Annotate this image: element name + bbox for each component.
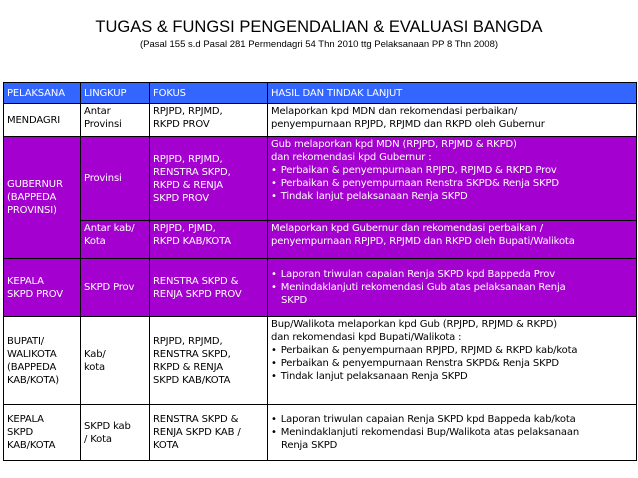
cell-lingkup — [81, 221, 150, 259]
table-row — [4, 405, 637, 461]
bullet-item: • Perbaikan & penyempurnaan RPJPD, RPJMD & RKPD kab/kota — [271, 344, 633, 357]
cell-line: KAB/KOTA) — [7, 374, 60, 386]
cell-lingkup — [81, 405, 150, 461]
cell-line: RKPD & RENJA — [153, 179, 223, 191]
cell-line: WALIKOTA — [7, 348, 57, 360]
header-fokus: FOKUS — [150, 83, 268, 104]
cell-line: SKPD PROV — [7, 288, 63, 300]
tugas-fungsi-table — [3, 82, 637, 461]
table-row — [4, 104, 637, 137]
bullet-item: • Perbaikan & penyempurnaan Renstra SKPD& Renja SKPD — [271, 177, 633, 190]
cell-line: Provinsi — [84, 173, 122, 184]
cell-hasil — [268, 259, 637, 317]
cell-lingkup — [81, 137, 150, 221]
table-row — [4, 259, 637, 317]
cell-line: Provinsi — [84, 119, 122, 130]
cell-line: / Kota — [84, 433, 112, 445]
cell-line: Antar kab/ — [84, 223, 135, 234]
cell-fokus — [150, 104, 268, 137]
cell-line: MENDAGRI — [7, 114, 61, 126]
cell-line: RENSTRA SKPD & — [153, 275, 239, 287]
cell-fokus — [150, 317, 268, 405]
cell-pelaksana — [4, 405, 81, 461]
bullet-item: • Laporan triwulan capaian Renja SKPD kpd Bappeda Prov — [271, 268, 633, 281]
cell-line: SKPD kab — [84, 420, 131, 432]
cell-line: penyempurnaan RPJPD, RPJMD dan RKPD oleh Gubernur — [271, 119, 545, 130]
cell-line: RPJPD, RPJMD, — [153, 153, 223, 165]
bullet-item: • Perbaikan & penyempurnaan Renstra SKPD& Renja SKPD — [271, 357, 633, 370]
cell-line: Kab/ — [84, 348, 106, 360]
page-title: TUGAS & FUNGSI PENGENDALIAN & EVALUASI BANGDA — [95, 18, 543, 36]
cell-line: RENJA SKPD KAB / — [153, 427, 241, 438]
cell-line: Gub melaporkan kpd MDN (RPJPD, RPJMD & RKPD) — [271, 139, 517, 150]
cell-line: GUBERNUR — [7, 179, 63, 190]
cell-hasil — [268, 317, 637, 405]
cell-line: Kota — [84, 236, 106, 247]
cell-line: Antar — [84, 106, 111, 117]
cell-line: (BAPPEDA — [7, 192, 57, 203]
cell-line: KOTA — [153, 440, 179, 451]
cell-hasil — [268, 104, 637, 137]
cell-line: RENSTRA SKPD & — [153, 414, 239, 425]
bullet-item: • Menindaklanjuti rekomendasi Gub atas pelaksanaan Renja — [271, 281, 633, 294]
cell-line: Bup/Walikota melaporkan kpd Gub (RPJPD, RPJMD & RKPD) — [271, 319, 558, 330]
bullet-item: • Tindak lanjut pelaksanaan Renja SKPD — [271, 190, 633, 203]
cell-line: SKPD — [281, 295, 308, 306]
cell-line: RPJPD, PJMD, — [153, 223, 216, 234]
cell-hasil — [268, 137, 637, 221]
cell-fokus — [150, 137, 268, 221]
cell-line: SKPD PROV — [153, 192, 209, 204]
cell-pelaksana — [4, 259, 81, 317]
cell-line: RKPD PROV — [153, 119, 210, 130]
cell-fokus — [150, 259, 268, 317]
cell-hasil — [268, 221, 637, 259]
cell-pelaksana — [4, 104, 81, 137]
cell-line: PROVINSI) — [7, 205, 57, 216]
table-row — [4, 221, 637, 259]
cell-fokus — [150, 221, 268, 259]
bullet-item: • Tindak lanjut pelaksanaan Renja SKPD — [271, 370, 633, 383]
cell-line: RENSTRA SKPD, — [153, 166, 231, 178]
cell-lingkup — [81, 259, 150, 317]
cell-pelaksana — [4, 317, 81, 405]
cell-line: (BAPPEDA — [7, 361, 57, 373]
cell-line: dan rekomendasi kpd Bupati/Walikota : — [271, 332, 462, 343]
cell-line: RKPD KAB/KOTA — [153, 236, 231, 247]
cell-line: KEPALA — [7, 275, 44, 287]
cell-line: SKPD — [7, 427, 34, 438]
cell-line: SKPD Prov — [84, 282, 135, 293]
cell-line: SKPD KAB/KOTA — [153, 374, 231, 386]
cell-line: KAB/KOTA — [7, 440, 56, 451]
bullet-item: • Perbaikan & penyempurnaan RPJPD, RPJMD & RKPD Prov — [271, 164, 633, 177]
cell-line: KEPALA — [7, 414, 44, 425]
cell-hasil — [268, 405, 637, 461]
cell-line: RENJA SKPD PROV — [153, 288, 242, 300]
cell-line: kota — [84, 361, 106, 373]
cell-fokus — [150, 405, 268, 461]
page-subtitle: (Pasal 155 s.d Pasal 281 Permendagri 54 Thn 2010 ttg Pelaksanaan PP 8 Thn 2008) — [139, 39, 499, 50]
cell-pelaksana — [4, 137, 81, 259]
cell-line: RENSTRA SKPD, — [153, 348, 231, 360]
table-row — [4, 317, 637, 405]
cell-line: BUPATI/ — [7, 335, 45, 347]
table-header-row — [4, 83, 637, 104]
header-lingkup: LINGKUP — [81, 83, 150, 104]
table-row — [4, 137, 637, 221]
cell-line: Renja SKPD — [281, 440, 338, 451]
cell-line: dan rekomendasi kpd Gubernur : — [271, 152, 432, 163]
cell-line: RKPD & RENJA — [153, 361, 223, 373]
cell-line: Melaporkan kpd Gubernur dan rekomendasi perbaikan / — [271, 223, 543, 234]
header-pelaksana: PELAKSANA — [4, 83, 81, 104]
bullet-item: • Menindaklanjuti rekomendasi Bup/Walikota atas pelaksanaan — [271, 426, 633, 439]
cell-line: RPJPD, RPJMD, — [153, 335, 223, 347]
cell-line: penyempurnaan RPJPD, RPJMD dan RKPD oleh Bupati/Walikota — [271, 236, 575, 247]
header-hasil: HASIL DAN TINDAK LANJUT — [268, 83, 637, 104]
cell-line: RPJPD, RPJMD, — [153, 106, 223, 117]
cell-lingkup — [81, 104, 150, 137]
cell-lingkup — [81, 317, 150, 405]
cell-line: Melaporkan kpd MDN dan rekomendasi perbaikan/ — [271, 106, 518, 117]
bullet-item: • Laporan triwulan capaian Renja SKPD kpd Bappeda kab/kota — [271, 413, 633, 426]
